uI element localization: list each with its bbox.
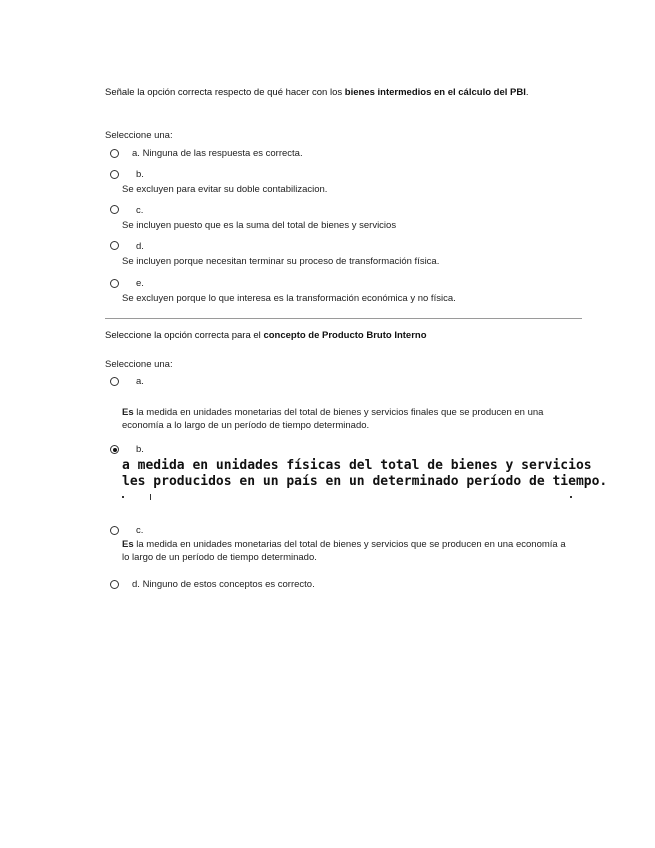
- selection-edge-left: [122, 496, 124, 498]
- question-2-text: [105, 329, 585, 342]
- q2-option-c-text-bold: Es: [122, 539, 134, 550]
- q2-option-a-text-rest: la medida en unidades monetarias del total de bienes y servicios finales que se producen en una economía a lo largo de un período de tiempo determinado.: [122, 407, 544, 431]
- question-1-text-bold: bienes intermedios en el cálculo del PBI: [344, 87, 526, 98]
- q2-option-a-letter: a.: [136, 376, 144, 387]
- question-2-text-bold: concepto de Producto Bruto Interno: [263, 330, 427, 341]
- q2-option-a-text: [122, 406, 572, 432]
- q2-option-b-letter: b.: [136, 444, 144, 455]
- question-1-text: [105, 86, 585, 99]
- question-divider: [105, 318, 582, 319]
- question-2-select-label: Seleccione una:: [105, 359, 173, 370]
- q2-option-a-text-bold: Es: [122, 407, 134, 418]
- question-1-text-pre: Señale la opción correcta respecto de qué hacer con los: [105, 87, 345, 98]
- q1-option-b-radio[interactable]: [110, 170, 119, 179]
- q1-option-b-text: Se excluyen para evitar su doble contabilizacion.: [122, 184, 328, 195]
- q1-option-d-text: Se incluyen porque necesitan terminar su proceso de transformación física.: [122, 256, 440, 267]
- q2-option-c-letter: c.: [136, 525, 144, 536]
- q1-option-d-radio[interactable]: [110, 241, 119, 250]
- q2-option-b-radio[interactable]: [110, 445, 119, 454]
- q2-option-a-radio[interactable]: [110, 377, 119, 386]
- q2-option-d-text: Ninguno de estos conceptos es correcto.: [142, 579, 315, 590]
- q2-option-c-radio[interactable]: [110, 526, 119, 535]
- q2-option-b-line-1: a medida en unidades físicas del total de bienes y servicios: [122, 458, 592, 473]
- q2-option-c-text-rest: la medida en unidades monetarias del total de bienes y servicios que se producen en una economía a lo largo de un período de tiempo determinado.: [122, 539, 566, 563]
- q1-option-e-radio[interactable]: [110, 279, 119, 288]
- q2-option-b-line-2: les producidos en un país en un determinado período de tiempo.: [122, 474, 608, 489]
- q1-option-a-text: Ninguna de las respuesta es correcta.: [142, 148, 303, 159]
- question-2-text-pre: Seleccione la opción correcta para el: [105, 330, 264, 341]
- question-1-select-label: Seleccione una:: [105, 130, 173, 141]
- q1-option-a-letter: a.: [132, 148, 140, 159]
- q1-option-c-letter: c.: [136, 205, 144, 216]
- q2-option-d: [132, 578, 315, 591]
- q2-option-d-letter: d.: [132, 579, 140, 590]
- q1-option-b-letter: b.: [136, 169, 144, 180]
- q1-option-e-letter: e.: [136, 278, 144, 289]
- selection-edge-mid: [150, 494, 151, 500]
- q1-option-a: [132, 147, 303, 160]
- q1-option-a-radio[interactable]: [110, 149, 119, 158]
- q1-option-e-text: Se excluyen porque lo que interesa es la transformación económica y no física.: [122, 293, 456, 304]
- q1-option-c-text: Se incluyen puesto que es la suma del total de bienes y servicios: [122, 220, 397, 231]
- q2-option-c-text: [122, 538, 572, 564]
- question-1-text-post: .: [525, 87, 529, 98]
- q1-option-c-radio[interactable]: [110, 205, 119, 214]
- selection-edge-right: [570, 496, 572, 498]
- q1-option-d-letter: d.: [136, 241, 144, 252]
- q2-option-d-radio[interactable]: [110, 580, 119, 589]
